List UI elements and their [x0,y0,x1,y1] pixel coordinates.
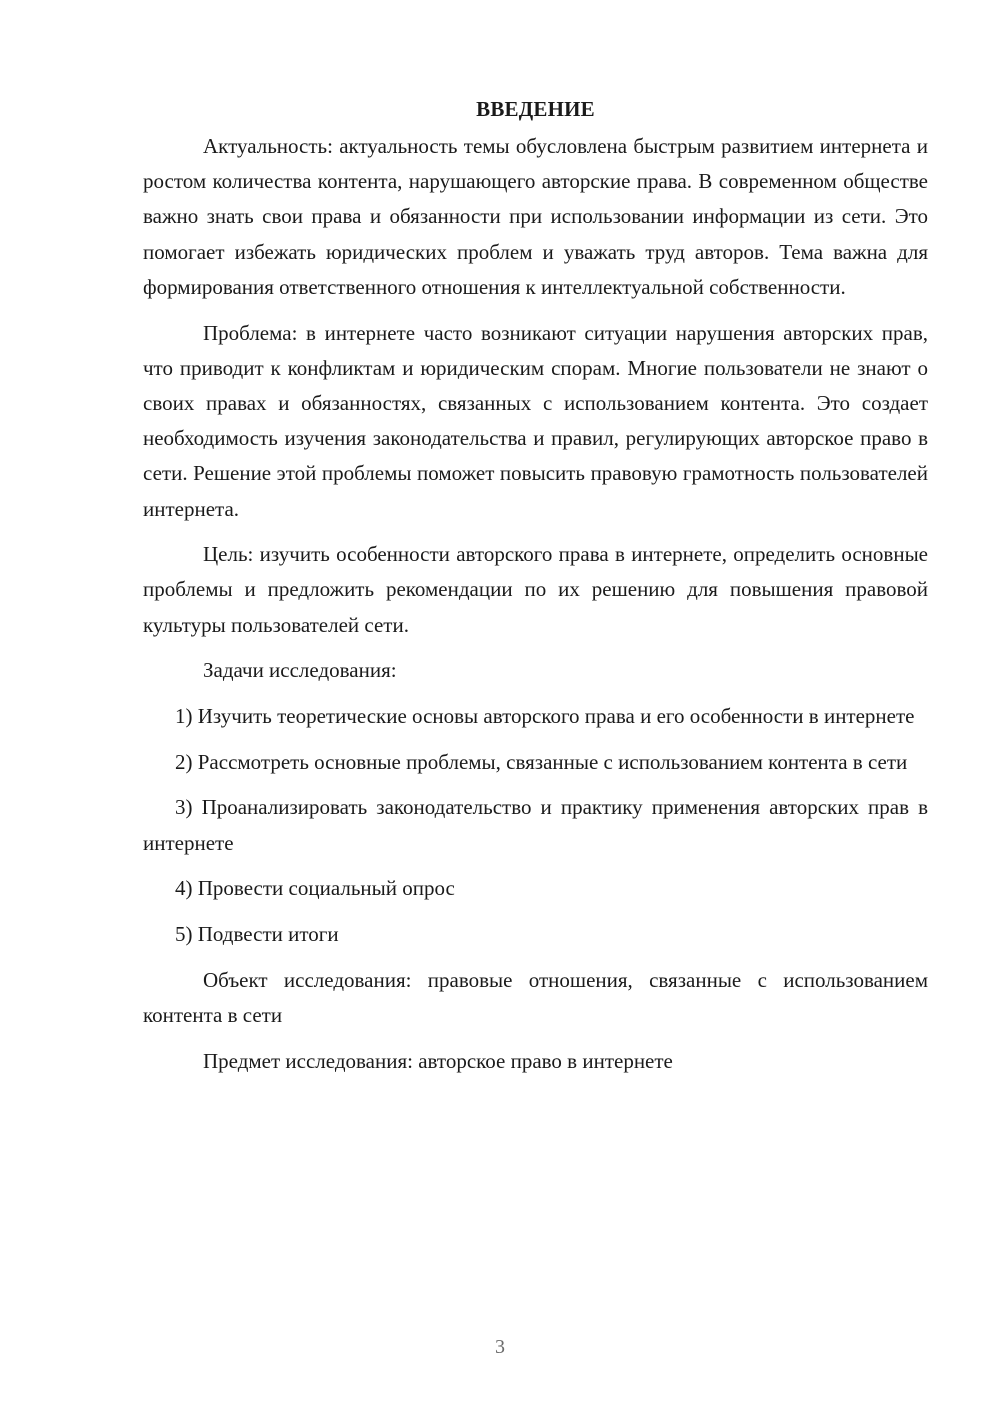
task-item: 1) Изучить теоретические основы авторского права и его особенности в интернете [175,704,915,729]
object-paragraph: Объект исследования: правовые отношения, связанные с использованием контента в сети [143,967,928,1027]
page-content [143,92,928,1079]
task-item: 5) Подвести итоги [175,922,339,947]
tasks-heading: Задачи исследования: [203,658,397,683]
task-item: 4) Провести социальный опрос [175,876,455,901]
problem-paragraph: Проблема: в интернете часто возникают ситуации нарушения авторских прав, что приводит к конфликтам и юридическим спорам. Многие пользователи не знают о своих правах и обязанностях, связанных с использованием контента. Это создает необходимость изучения законодательства и правил, регулирующих авторское право в сети. Решение этой проблемы поможет повысить правовую грамотность пользователей интернета. [143,320,928,521]
relevance-paragraph: Актуальность: актуальность темы обусловлена быстрым развитием интернета и ростом количества контента, нарушающего авторские права. В современном обществе важно знать свои права и обязанности при использовании информации из сети. Это помогает избежать юридических проблем и уважать труд авторов. Тема важна для формирования ответственного отношения к интеллектуальной собственности. [143,134,928,299]
page-number: 3 [495,1336,505,1358]
goal-paragraph: Цель: изучить особенности авторского права в интернете, определить основные проблемы и предложить рекомендации по их решению для повышения правовой культуры пользователей сети. [143,542,928,637]
task-item: 2) Рассмотреть основные проблемы, связанные с использованием контента в сети [175,749,908,774]
page-title: ВВЕДЕНИЕ [476,97,595,121]
task-item: 3) Проанализировать законодательство и практику применения авторских прав в интернете [143,795,928,855]
subject-paragraph: Предмет исследования: авторское право в интернете [203,1048,673,1073]
